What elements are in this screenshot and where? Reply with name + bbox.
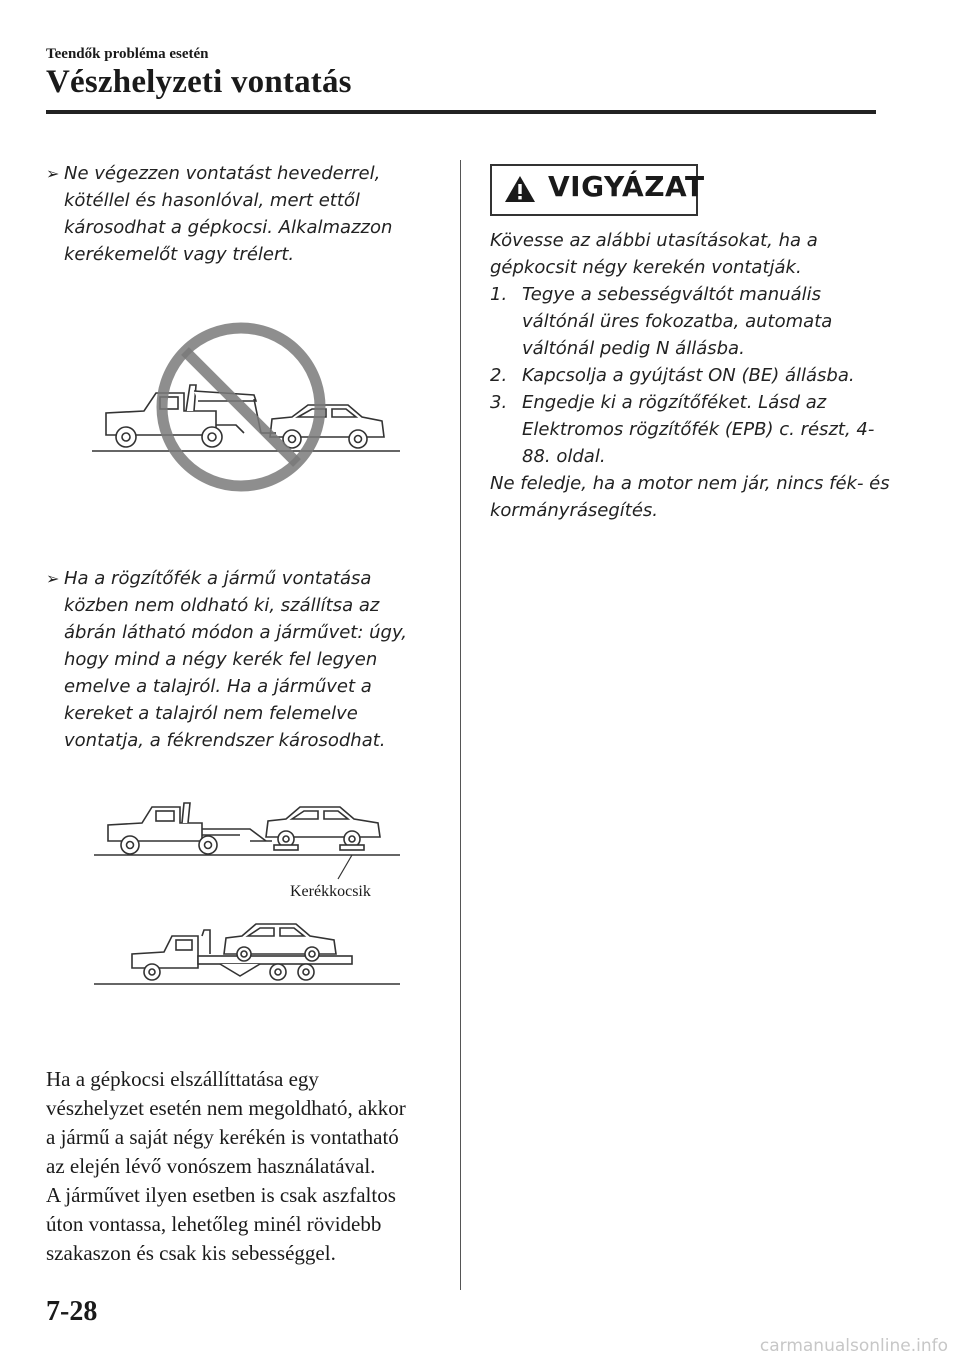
- paragraph-line: úton vontassa, lehetőleg minél rövidebb: [46, 1212, 382, 1236]
- page-number: 7-28: [46, 1296, 98, 1327]
- caution-body: [490, 227, 890, 524]
- section-header: Teendők probléma esetén: [46, 46, 209, 62]
- caution-intro: Kövesse az alábbi utasításokat, ha a gépkocsit négy kerekén vontatják.: [490, 230, 818, 278]
- prohibited-towing-illustration: [86, 315, 406, 515]
- step-text: Kapcsolja a gyújtást ON (BE) állásba.: [522, 365, 855, 386]
- step-text: Tegye a sebességváltót manuális váltónál üres fokozatba, automata váltónál pedig N állásba.: [522, 284, 833, 359]
- paragraph-line: szakaszon és csak kis sebességgel.: [46, 1241, 336, 1265]
- paragraph-line: az elején lévő vonószem használatával.: [46, 1154, 376, 1178]
- caution-step: [490, 389, 890, 470]
- warning-bullet-parking-brake: [46, 565, 416, 754]
- paragraph-line: a jármű a saját négy kerékén is vontatható: [46, 1125, 399, 1149]
- step-number: 1.: [490, 284, 508, 305]
- caution-header-box: [490, 164, 705, 216]
- title-rule: [46, 110, 876, 114]
- caution-step: [490, 362, 890, 389]
- arrow-bullet-icon: ➢: [46, 569, 60, 588]
- arrow-bullet-icon: ➢: [46, 164, 60, 183]
- bullet-text: Ne végezzen vontatást hevederrel, kötéllel és hasonlóval, mert ettől károsodhat a gépkocsi. Alkalmazzon kerékemelőt vagy trélert.: [64, 163, 393, 265]
- caution-step: [490, 281, 890, 362]
- towing-paragraph: [46, 1065, 446, 1268]
- paragraph-line: A járművet ilyen esetben is csak aszfaltos: [46, 1183, 396, 1207]
- watermark: carmanualsonline.info: [759, 1336, 948, 1356]
- paragraph-line: Ha a gépkocsi elszállíttatása egy: [46, 1067, 319, 1091]
- flatbed-truck-illustration: [90, 910, 402, 990]
- step-number: 2.: [490, 365, 508, 386]
- warning-bullet-straps: [46, 160, 416, 268]
- paragraph-line: vészhelyzet esetén nem megoldható, akkor: [46, 1096, 406, 1120]
- page-title: Vészhelyzeti vontatás: [46, 64, 352, 100]
- column-divider: [460, 160, 461, 1290]
- caution-label: VIGYÁZAT: [548, 170, 705, 203]
- step-text: Engedje ki a rögzítőféket. Lásd az Elektromos rögzítőfék (EPB) c. részt, 4-88. oldal.: [522, 392, 875, 467]
- step-number: 3.: [490, 392, 508, 413]
- warning-triangle-icon: [504, 175, 536, 203]
- bullet-text: Ha a rögzítőfék a jármű vontatása közben nem oldható ki, szállítsa az ábrán látható módon a járművet: úgy, hogy mind a négy kerék fel legyen emelve a talajról. Ha a járművet a kereket a talajról nem felemelve vontatja, a fékrendszer károsodhat.: [64, 568, 407, 751]
- caution-outro: Ne feledje, ha a motor nem jár, nincs fék- és kormányrásegítés.: [490, 473, 890, 521]
- wheel-dolly-label: Kerékkocsik: [290, 883, 371, 900]
